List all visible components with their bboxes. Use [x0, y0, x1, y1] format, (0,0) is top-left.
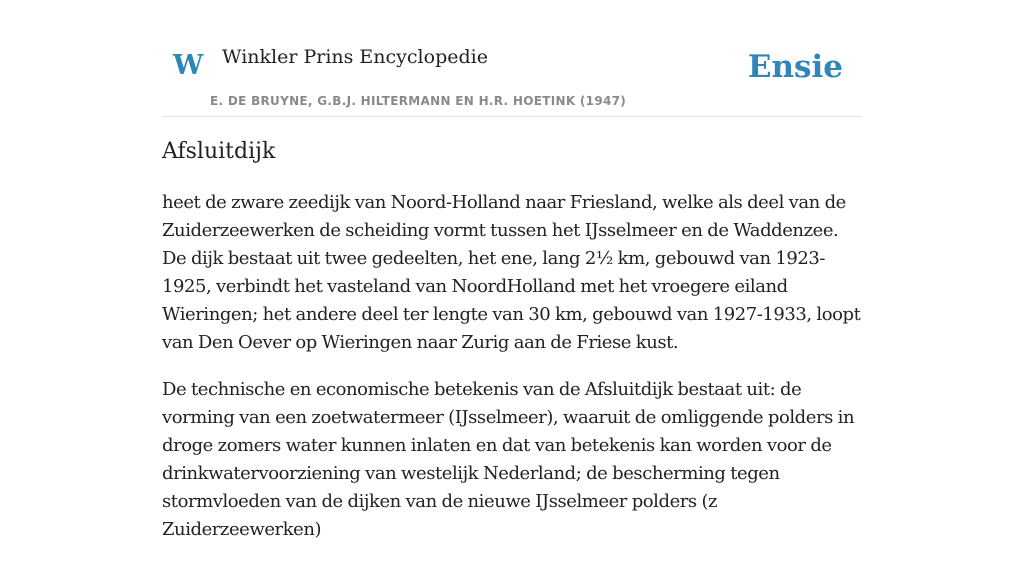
publication-logo[interactable]: W [173, 50, 204, 81]
article-paragraph: De technische en economische betekenis van de Afsluitdijk bestaat uit: de vorming van een zoetwatermeer (IJsselmeer), waaruit de omliggende polders in droge zomers water kunnen inlaten en dat van betekenis kan worden voor de drinkwatervoorziening van westelijk Nederland; de bescherming tegen stormvloeden van de dijken van de nieuwe IJsselmeer polders (z Zuiderzeewerken) [162, 378, 855, 540]
article [162, 138, 864, 563]
article-body [162, 189, 864, 544]
ensie-logo-link[interactable]: Ensie [747, 49, 843, 85]
article-title: Afsluitdijk [162, 139, 276, 164]
article-paragraph: heet de zware zeedijk van Noord-Holland naar Friesland, welke als deel van de Zuiderzeewerken de scheiding vormt tussen het IJsselmeer en de Waddenzee. De dijk bestaat uit twee gedeelten, het ene, lang 2½ km, gebouwd van 1923-1925, verbindt het vasteland van NoordHolland met het vroegere eiland Wieringen; het andere deel ter lengte van 30 km, gebouwd van 1927-1933, loopt van Den Oever op Wieringen naar Zurig aan de Friese kust. [162, 191, 861, 353]
publication-title[interactable]: Winkler Prins Encyclopedie [222, 46, 488, 68]
header [162, 0, 862, 117]
publication-authors: E. DE BRUYNE, G.B.J. HILTERMANN EN H.R. HOETINK (1947) [210, 94, 627, 108]
